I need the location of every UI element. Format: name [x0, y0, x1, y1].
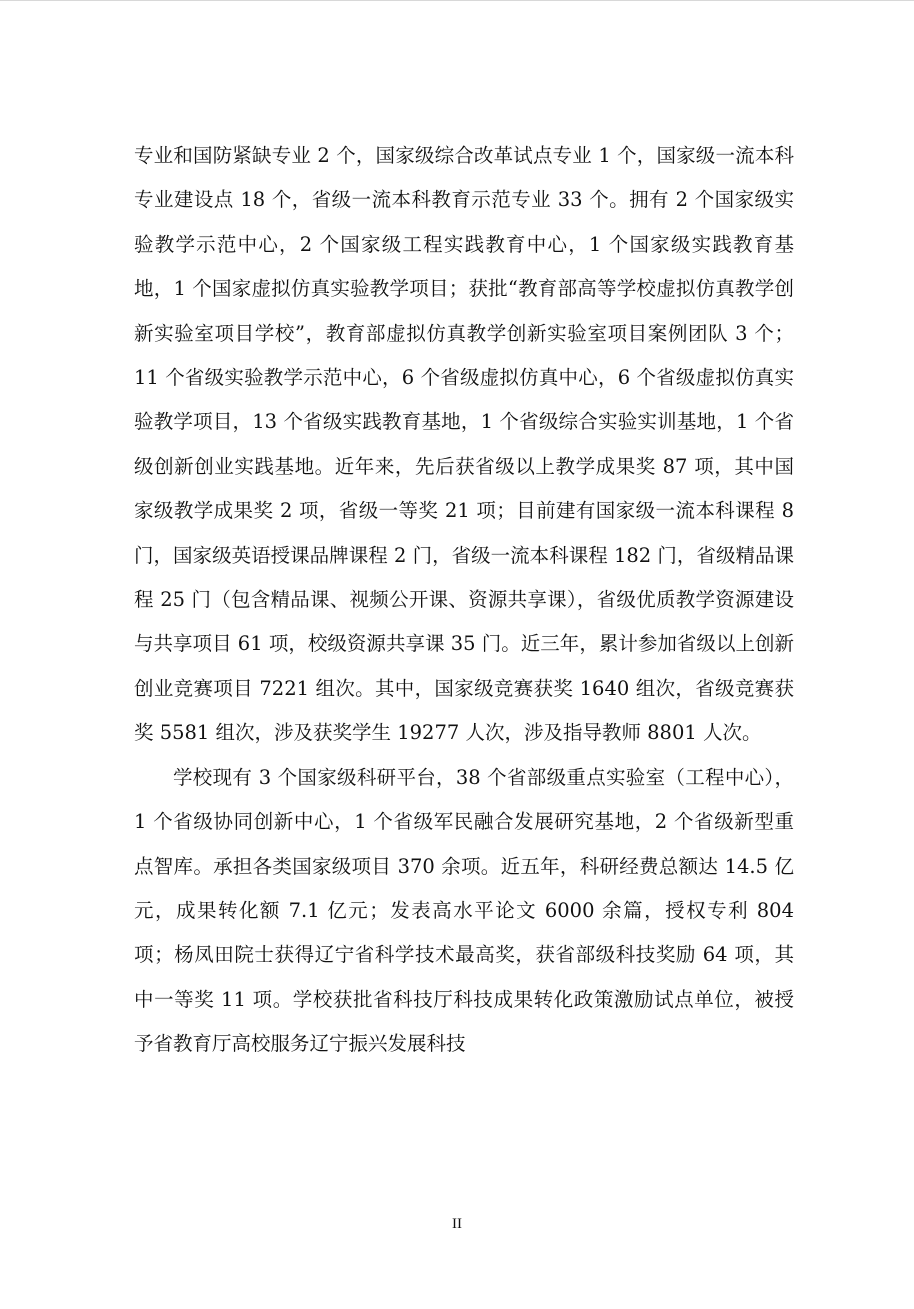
top-border-line — [0, 0, 914, 1]
paragraph-research-platforms: 学校现有 3 个国家级科研平台，38 个省部级重点实验室（工程中心），1 个省级协同创新中心，1 个省级军民融合发展研究基地，2 个省级新型重点智库。承担各类国家级项目 370 余项。近五年，科研经费总额达 14.5 亿元，成果转化额 7.1 亿元；发表高水平论文 6000 余篇，授权专利 804 项；杨凤田院士获得辽宁省科学技术最高奖，获省部级科技奖励 64 项，其中一等奖 11 项。学校获批省科技厅科技成果转化政策激励试点单位，被授予省教育厅高校服务辽宁振兴发展科技 — [134, 765, 794, 1056]
page-number: II — [452, 1216, 462, 1232]
body-text — [134, 134, 794, 1067]
paragraph-teaching-achievements: 专业和国防紧缺专业 2 个，国家级综合改革试点专业 1 个，国家级一流本科专业建设点 18 个，省级一流本科教育示范专业 33 个。拥有 2 个国家级实验教学示范中心，2 个国家级工程实践教育中心，1 个国家级实践教育基地，1 个国家虚拟仿真实验教学项目；获批“教育部高等学校虚拟仿真教学创新实验室项目学校”，教育部虚拟仿真教学创新实验室项目案例团队 3 个；11 个省级实验教学示范中心，6 个省级虚拟仿真中心，6 个省级虚拟仿真实验教学项目，13 个省级实践教育基地，1 个省级综合实验实训基地，1 个省级创新创业实践基地。近年来，先后获省级以上教学成果奖 87 项，其中国家级教学成果奖 2 项，省级一等奖 21 项；目前建有国家级一流本科课程 8 门，国家级英语授课品牌课程 2 门，省级一流本科课程 182 门，省级精品课程 25 门（包含精品课、视频公开课、资源共享课），省级优质教学资源建设与共享项目 61 项，校级资源共享课 35 门。近三年，累计参加省级以上创新创业竞赛项目 7221 组次。其中，国家级竞赛获奖 1640 组次，省级竞赛获奖 5581 组次，涉及获奖学生 19277 人次，涉及指导教师 8801 人次。 — [134, 144, 794, 745]
